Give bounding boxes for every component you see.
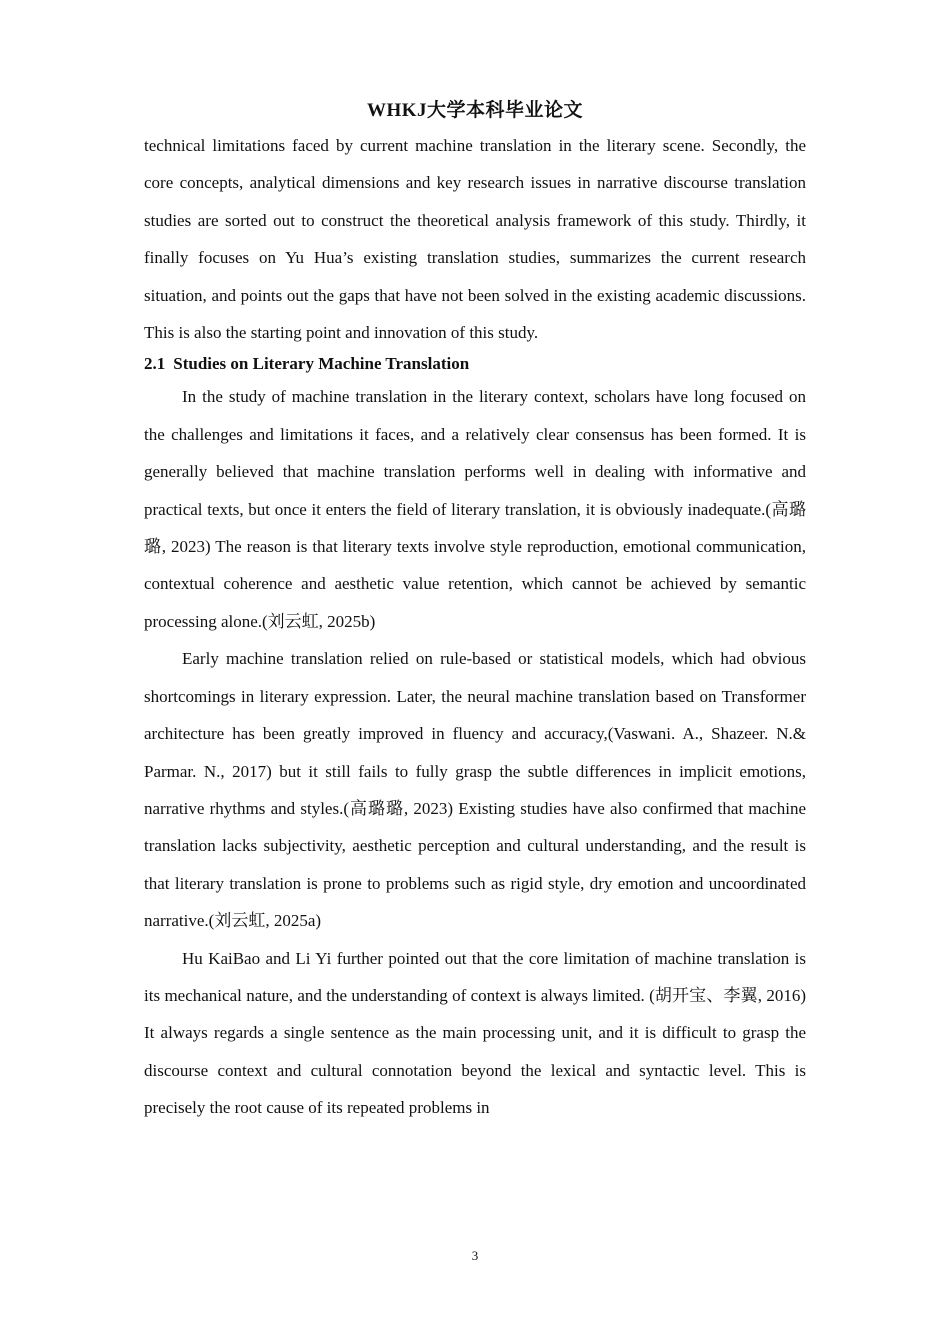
- paragraph-intro-continued: technical limitations faced by current machine translation in the literary scene. Secondly, the core concepts, analytical dimensions and key research issues in narrative discourse translation studies are sorted out to construct the theoretical analysis framework of this study. Thirdly, it finally focuses on Yu Hua’s existing translation studies, summarizes the current research situation, and points out the gaps that have not been solved in the existing academic discussions. This is also the starting point and innovation of this study.: [144, 136, 806, 343]
- page-number: 3: [471, 1248, 479, 1263]
- running-header: WHKJ大学本科毕业论文: [366, 100, 584, 121]
- paragraph-1: In the study of machine translation in the literary context, scholars have long focused on the challenges and limitations it faces, and a relatively clear consensus has been formed. It is generally believed that machine translation performs well in dealing with informative and practical texts, but once it enters the field of literary translation, it is obviously inadequate.(高璐璐, 2023) The reason is that literary texts involve style reproduction, emotional communication, contextual coherence and aesthetic value retention, which cannot be achieved by semantic processing alone.(刘云虹, 2025b): [144, 387, 806, 631]
- paragraph-3: Hu KaiBao and Li Yi further pointed out that the core limitation of machine translation is its mechanical nature, and the understanding of context is always limited. (胡开宝、李翼, 2016) It always regards a single sentence as the main processing unit, and it is difficult to grasp the discourse context and cultural connotation beyond the lexical and syntactic level. This is precisely the root cause of its repeated problems in: [144, 948, 806, 1118]
- paragraph-2: Early machine translation relied on rule-based or statistical models, which had obvious shortcomings in literary expression. Later, the neural machine translation based on Transformer architecture has been greatly improved in fluency and accuracy,(Vaswani. A., Shazeer. N.& Parmar. N., 2017) but it still fails to fully grasp the subtle differences in implicit emotions, narrative rhythms and styles.(高璐璐, 2023) Existing studies have also confirmed that machine translation lacks subjectivity, aesthetic perception and cultural understanding, and the result is that literary translation is prone to problems such as rigid style, dry emotion and uncoordinated narrative.(刘云虹, 2025a): [144, 649, 806, 931]
- section-number: 2.1: [144, 354, 166, 374]
- page-body: [144, 127, 806, 1127]
- section-title: Studies on Literary Machine Translation: [173, 354, 470, 374]
- section-heading: [144, 351, 806, 378]
